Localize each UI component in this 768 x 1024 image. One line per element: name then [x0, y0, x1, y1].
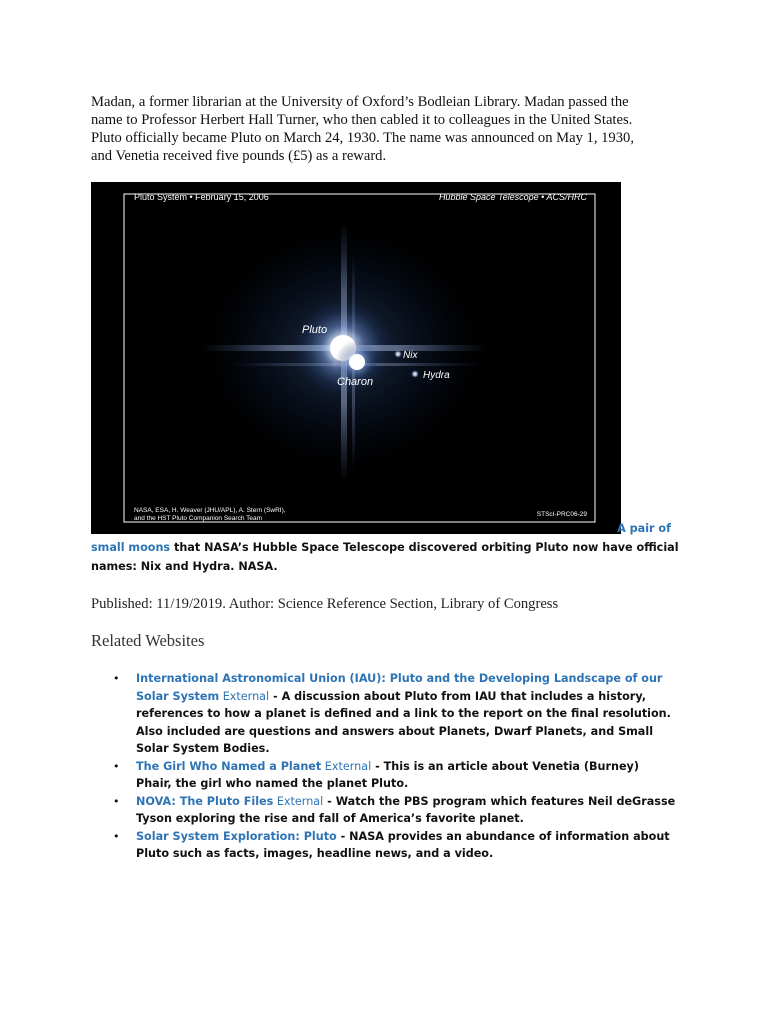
- label-nix: Nix: [403, 350, 418, 361]
- image-header-left: Pluto System • February 15, 2006: [134, 192, 269, 202]
- image-credit-right: STScI-PRC06-29: [536, 511, 587, 518]
- bullet-icon: •: [113, 672, 120, 685]
- link-iau-pluto[interactable]: International Astronomical Union (IAU): Pluto and the Developing Landscape of our Solar System: [136, 672, 663, 703]
- link-girl-who-named-planet[interactable]: The Girl Who Named a Planet: [136, 759, 322, 773]
- label-charon: Charon: [337, 376, 374, 388]
- intro-paragraph: [91, 93, 691, 165]
- intro-line: Pluto officially became Pluto on March 24, 1930. The name was announced on May 1, 1930,: [91, 130, 634, 146]
- related-websites-heading: Related Websites: [91, 631, 205, 650]
- link-description: - A discussion about Pluto from IAU that includes a history, references to how a planet is defined and a link to the report on the final resolution. Also included are questions and answers about Planets, Dwarf Planets, and Small Solar System Bodies.: [136, 689, 671, 755]
- list-item: [113, 758, 678, 793]
- list-item: [113, 793, 678, 828]
- pluto-system-image: [91, 182, 621, 534]
- link-description: - NASA provides an abundance of information about Pluto such as facts, images, headline news, and a video.: [136, 829, 670, 860]
- hubble-photo: [91, 182, 621, 534]
- link-description: - This is an article about Venetia (Burney) Phair, the girl who named the planet Pluto.: [136, 759, 639, 790]
- intro-line: name to Professor Herbert Hall Turner, who then cabled it to colleagues in the United States.: [91, 112, 633, 128]
- image-credit-line2: and the HST Pluto Companion Search Team: [134, 515, 263, 522]
- external-label: External: [219, 689, 270, 703]
- intro-line: and Venetia received five pounds (£5) as a reward.: [91, 148, 387, 164]
- link-solar-system-exploration[interactable]: Solar System Exploration: Pluto: [136, 829, 337, 843]
- external-label: External: [321, 759, 372, 773]
- bullet-icon: •: [113, 794, 120, 808]
- caption-link[interactable]: A pair of: [617, 522, 671, 535]
- link-nova-pluto-files[interactable]: NOVA: The Pluto Files: [136, 794, 274, 808]
- intro-line: Madan, a former librarian at the University of Oxford’s Bodleian Library. Madan passed the: [91, 94, 629, 110]
- image-caption: [91, 519, 681, 576]
- label-hydra: Hydra: [423, 370, 450, 381]
- image-header-right: Hubble Space Telescope • ACS/HRC: [438, 192, 587, 202]
- caption-text: that NASA’s Hubble Space Telescope discovered orbiting Pluto now have official names: Nix and Hydra. NASA.: [91, 541, 679, 573]
- image-credit-line1: NASA, ESA, H. Weaver (JHU/APL), A. Stern (SwRI),: [134, 507, 286, 514]
- bullet-icon: •: [113, 829, 120, 843]
- label-pluto: Pluto: [302, 324, 328, 336]
- caption-link-continued[interactable]: small moons: [91, 541, 171, 554]
- list-item: [113, 670, 678, 758]
- list-item: [113, 828, 678, 863]
- link-description: - Watch the PBS program which features Neil deGrasse Tyson exploring the rise and fall of America’s favorite planet.: [136, 794, 676, 825]
- bullet-icon: •: [113, 759, 120, 773]
- related-links-list: [113, 670, 678, 863]
- external-label: External: [273, 794, 324, 808]
- published-line: Published: 11/19/2019. Author: Science Reference Section, Library of Congress: [91, 596, 559, 612]
